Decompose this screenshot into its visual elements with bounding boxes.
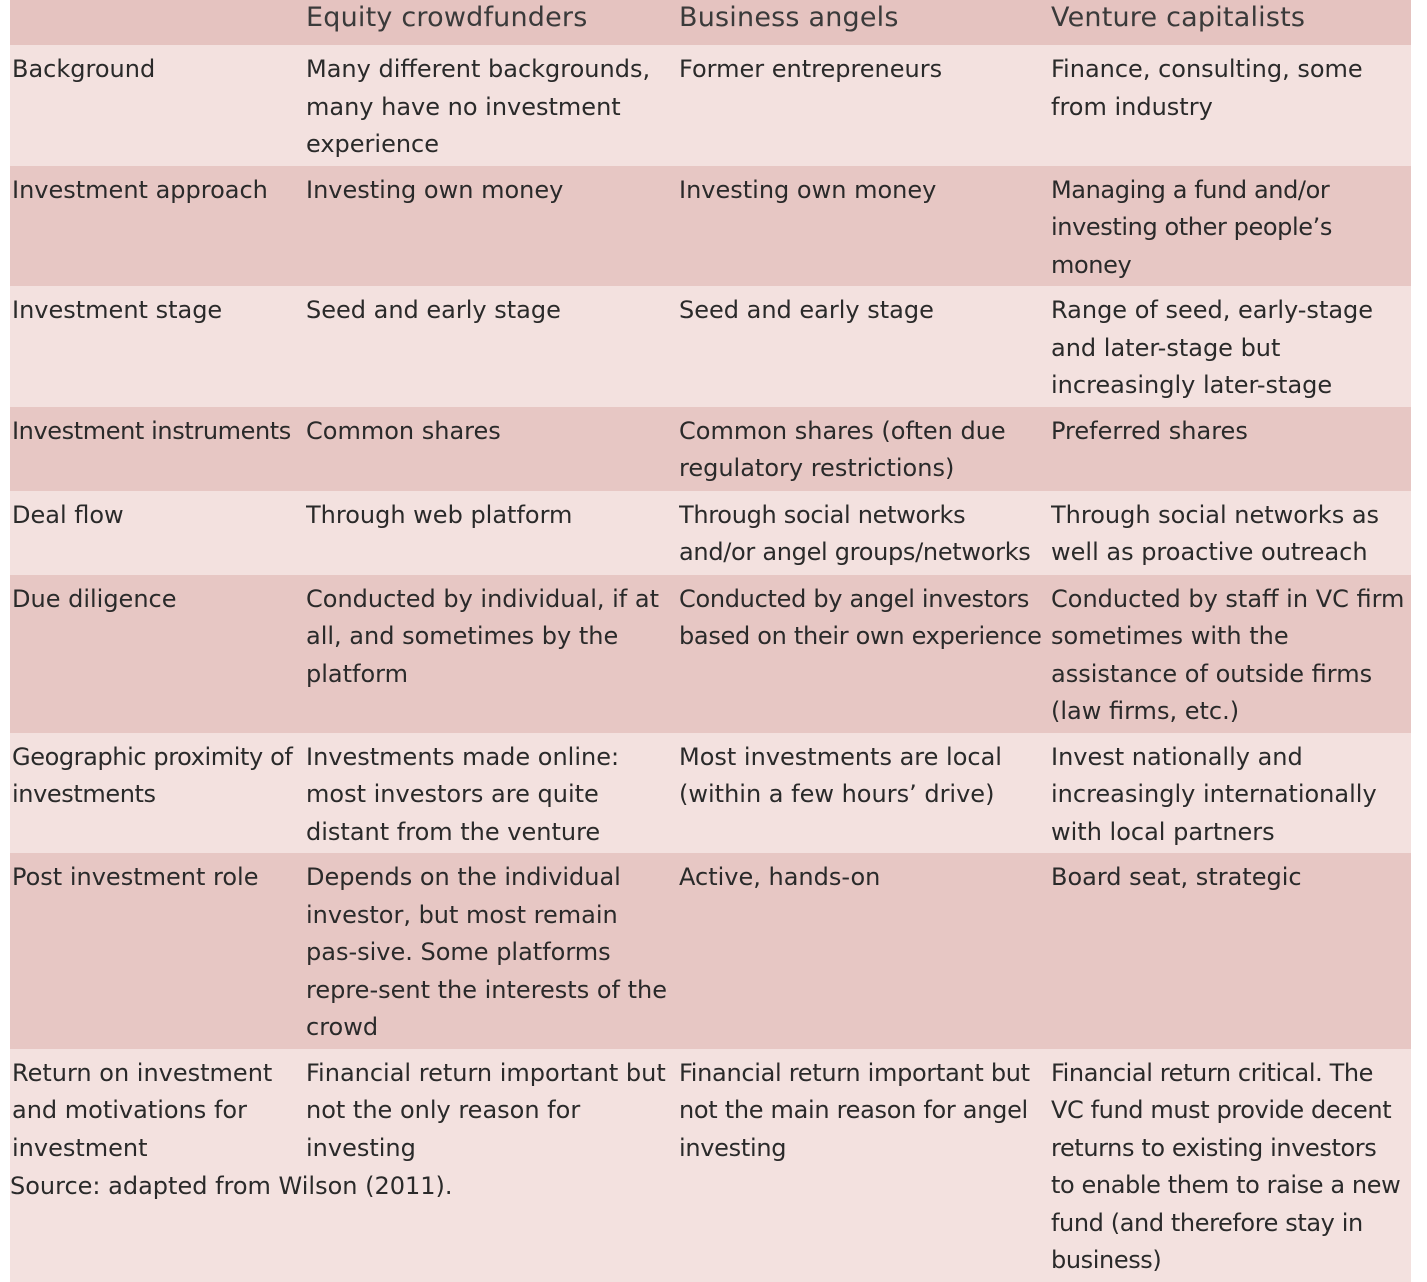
cell-business-angels: Investing own money xyxy=(679,175,937,204)
cell-equity-crowdfunders: Depends on the individual investor, but most remain pas-sive. Some platforms repre-sent the interests of the crowd xyxy=(306,863,667,1041)
comparison-table-container xyxy=(10,0,1411,1282)
cell-equity-crowdfunders: Many different backgrounds, many have no investment experience xyxy=(306,55,651,158)
row-label: Post investment role xyxy=(12,863,259,891)
header-business-angels: Business angels xyxy=(679,2,899,33)
cell-venture-capitalists: Invest nationally and increasingly internationally with local partners xyxy=(1051,742,1377,846)
cell-business-angels: Former entrepreneurs xyxy=(679,55,943,83)
table-row xyxy=(10,286,1411,407)
table-row xyxy=(10,733,1411,854)
cell-business-angels: Common shares (often due regulatory restrictions) xyxy=(679,416,1006,482)
cell-business-angels: Most investments are local (within a few hours’ drive) xyxy=(679,742,1002,808)
header-cell-empty xyxy=(10,0,306,45)
row-label: Due diligence xyxy=(12,584,177,613)
cell-venture-capitalists: Managing a fund and/or investing other people’s money xyxy=(1051,175,1332,279)
table-row xyxy=(10,45,1411,166)
cell-business-angels: Conducted by angel investors based on their own experience xyxy=(679,584,1042,650)
table-row xyxy=(10,166,1411,287)
header-venture-capitalists: Venture capitalists xyxy=(1051,2,1306,33)
cell-equity-crowdfunders: Investing own money xyxy=(306,175,564,204)
cell-venture-capitalists: Through social networks as well as proactive outreach xyxy=(1051,500,1380,566)
cell-equity-crowdfunders: Financial return important but not the only reason for investing xyxy=(306,1058,666,1162)
cell-business-angels: Seed and early stage xyxy=(679,296,934,324)
row-label: Investment approach xyxy=(12,175,268,204)
table-row xyxy=(10,491,1411,575)
table-row xyxy=(10,853,1411,1049)
cell-venture-capitalists: Preferred shares xyxy=(1051,416,1248,445)
row-label: Geographic proximity of investments xyxy=(12,742,293,808)
table-row xyxy=(10,407,1411,491)
cell-business-angels: Active, hands-on xyxy=(679,863,881,891)
cell-venture-capitalists: Finance, consulting, some from industry xyxy=(1051,55,1363,121)
row-label: Investment stage xyxy=(12,296,223,324)
cell-equity-crowdfunders: Common shares xyxy=(306,416,501,445)
row-label: Deal flow xyxy=(12,500,124,529)
cell-business-angels: Through social networks and/or angel groups/networks xyxy=(679,500,1031,566)
investor-comparison-table xyxy=(10,0,1411,1282)
cell-venture-capitalists: Board seat, strategic xyxy=(1051,863,1302,891)
cell-equity-crowdfunders: Through web platform xyxy=(306,500,573,529)
table-row xyxy=(10,575,1411,733)
cell-equity-crowdfunders: Seed and early stage xyxy=(306,296,561,324)
cell-venture-capitalists: Conducted by staff in VC firm sometimes with the assistance of outside firms (law firms, etc.) xyxy=(1051,584,1405,725)
row-label: Return on investment and motivations for investment xyxy=(12,1058,273,1162)
header-row xyxy=(10,0,1411,45)
source-caption: Source: adapted from Wilson (2011). xyxy=(10,1172,453,1200)
row-label: Investment instruments xyxy=(12,416,291,445)
cell-venture-capitalists: Range of seed, early-stage and later-stage but increasingly later-stage xyxy=(1051,296,1374,399)
table-row xyxy=(10,1049,1411,1282)
header-equity-crowdfunders: Equity crowdfunders xyxy=(306,2,588,33)
cell-equity-crowdfunders: Investments made online: most investors are quite distant from the venture xyxy=(306,742,620,846)
cell-venture-capitalists: Financial return critical. The VC fund must provide decent returns to existing investors to enable them to raise a new fund (and therefore stay in business) xyxy=(1051,1058,1401,1274)
cell-equity-crowdfunders: Conducted by individual, if at all, and sometimes by the platform xyxy=(306,584,659,688)
cell-business-angels: Financial return important but not the main reason for angel investing xyxy=(679,1058,1030,1162)
row-label: Background xyxy=(12,55,156,83)
